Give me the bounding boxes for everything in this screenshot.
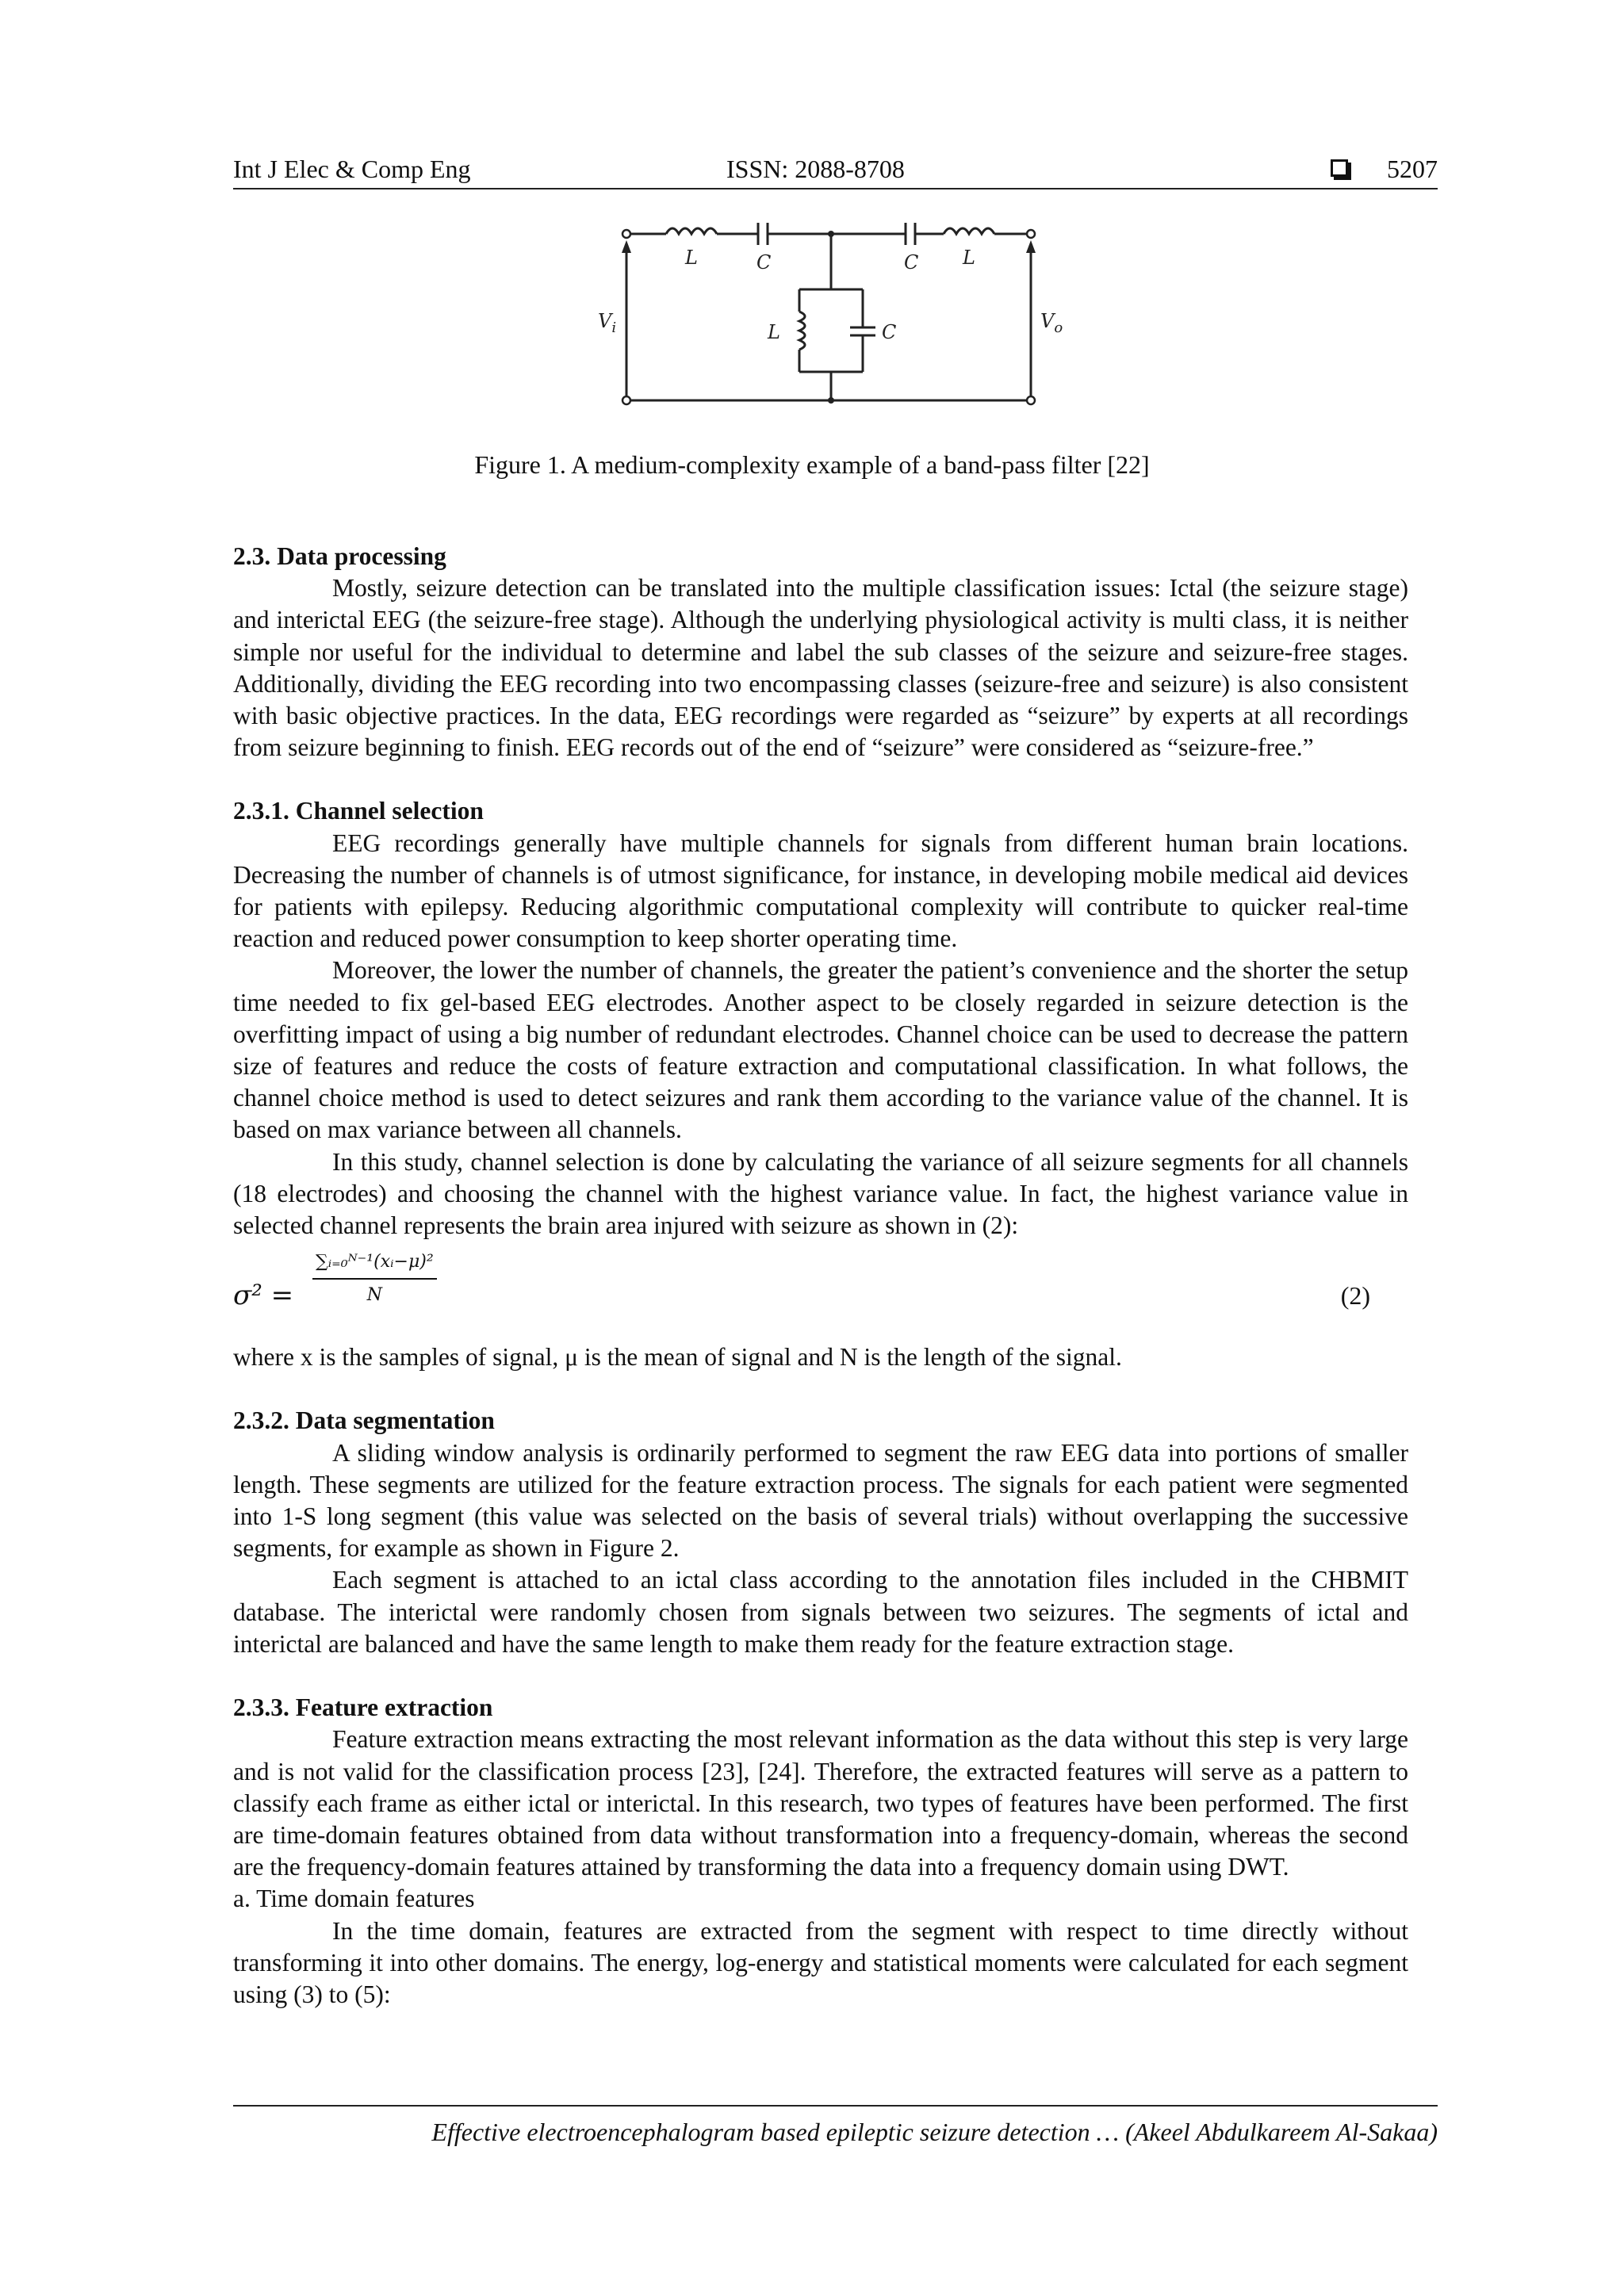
- footer-text: Effective electroencephalogram based epileptic seizure detection … (Akeel Abdulkareem Al-Sakaa): [431, 2118, 1438, 2146]
- inductor-top-left: [666, 228, 717, 234]
- band-pass-filter-diagram: [598, 210, 1078, 416]
- equation-number: (2): [1340, 1281, 1370, 1311]
- section-title-2-3-2: 2.3.2. Data segmentation: [233, 1406, 495, 1435]
- label-L-shunt: L: [768, 321, 780, 343]
- figure-1-circuit: [598, 210, 1078, 416]
- label-L-top-right: L: [963, 247, 975, 269]
- section-title-2-3-1: 2.3.1. Channel selection: [233, 797, 484, 825]
- paragraph: Feature extraction means extracting the most relevant information as the data without this step is very large and is not valid for the classification process [23], [24]. Therefore, the extracted features will serve as a pattern to classify each frame as either ictal or interictal. In this research, two types of features have been performed. The first are time-domain features obtained from data without transformation into a frequency-domain, whereas the second are the frequency-domain features attained by transforming the data into a frequency domain using DWT.: [233, 1725, 1408, 1881]
- section-title-2-3-3: 2.3.3. Feature extraction: [233, 1693, 493, 1722]
- equation-fraction: [312, 1246, 437, 1311]
- paragraph: EEG recordings generally have multiple channels for signals from different human brain locations. Decreasing the number of channels is of utmost significance, for instance, in developing mobile medical aid devices for patients with epilepsy. Reducing algorithmic computational complexity will contribute to quicker real-time reaction and reduced power consumption to keep shorter operating time.: [233, 828, 1408, 953]
- label-C-top-right: C: [904, 251, 919, 274]
- inductor-top-right: [944, 228, 994, 234]
- journal-name: Int J Elec & Comp Eng: [233, 155, 471, 183]
- running-header: [233, 155, 1438, 189]
- label-Vi: $V_i$: [598, 310, 617, 336]
- paragraph: Each segment is attached to an ictal class according to the annotation files included in the CHBMIT database. The interictal were randomly chosen from signals between two seizures. The segments of ictal and interictal are balanced and have the same length to make them ready for the feature extraction stage.: [233, 1566, 1408, 1658]
- body-text: [233, 541, 1408, 2011]
- equation-denominator: N: [366, 1285, 382, 1306]
- inductor-shunt: [799, 312, 805, 350]
- label-L-top-left: L: [685, 247, 698, 269]
- subsection-label: a. Time domain features: [233, 1885, 475, 1913]
- paragraph: In this study, channel selection is done by calculating the variance of all seizure segments for all channels (18 electrodes) and choosing the channel with the highest variance value. In fact, the highest variance value in selected channel represents the brain area injured with seizure as shown in (2):: [233, 1147, 1408, 1240]
- paragraph: where x is the samples of signal, μ is the mean of signal and N is the length of the signal.: [233, 1343, 1122, 1372]
- paragraph: Mostly, seizure detection can be translated into the multiple classification issues: Ictal (the seizure stage) and interictal EEG (the seizure-free stage). Although the underlying physiological activity is multi class, it is neither simple nor useful for the individual to determine and label the sub classes of the seizure and seizure-free stages. Additionally, dividing the EEG recording into two encompassing classes (seizure-free and seizure) is also consistent with basic objective practices. In the data, EEG recordings were regarded as “seizure” by experts at all recordings from seizure beginning to finish. EEG records out of the end of “seizure” were considered as “seizure-free.”: [233, 574, 1408, 762]
- square-box-icon: [1331, 159, 1348, 177]
- equation-2: [233, 1246, 1408, 1341]
- paragraph: Moreover, the lower the number of channels, the greater the patient’s convenience and the shorter the setup time needed to fix gel-based EEG electrodes. Another aspect to be closely regarded in seizure detection is the overfitting impact of using a big number of redundant electrodes. Channel choice can be used to decrease the pattern size of features and reduce the costs of feature extraction and computational classification. In what follows, the channel choice method is used to detect seizures and rank them according to the variance value of the channel. It is based on max variance between all channels.: [233, 956, 1408, 1144]
- issn: ISSN: 2088-8708: [726, 155, 905, 183]
- paragraph: A sliding window analysis is ordinarily performed to segment the raw EEG data into portions of smaller length. These segments are utilized for the feature extraction process. The signals for each patient were segmented into 1-S long segment (this value was selected on the basis of several trials) without overlapping the successive segments, for example as shown in Figure 2.: [233, 1438, 1408, 1563]
- label-C-top-left: C: [756, 251, 772, 274]
- paragraph: In the time domain, features are extracted from the segment with respect to time directly without transforming it into other domains. The energy, log-energy and statistical moments were calculated for each segment using (3) to (5):: [233, 1916, 1408, 2008]
- equation-lhs: σ² =: [233, 1280, 294, 1312]
- page-number: 5207: [1387, 155, 1438, 183]
- label-Vo: $V_o$: [1040, 310, 1063, 336]
- running-footer: [233, 2105, 1438, 2146]
- section-title-2-3: 2.3. Data processing: [233, 542, 446, 570]
- figure-caption: Figure 1. A medium-complexity example of a band-pass filter [22]: [474, 450, 1150, 479]
- label-C-shunt: C: [882, 321, 897, 343]
- equation-numerator: ∑ᵢ₌₀ᴺ⁻¹(xᵢ−μ)²: [312, 1246, 437, 1280]
